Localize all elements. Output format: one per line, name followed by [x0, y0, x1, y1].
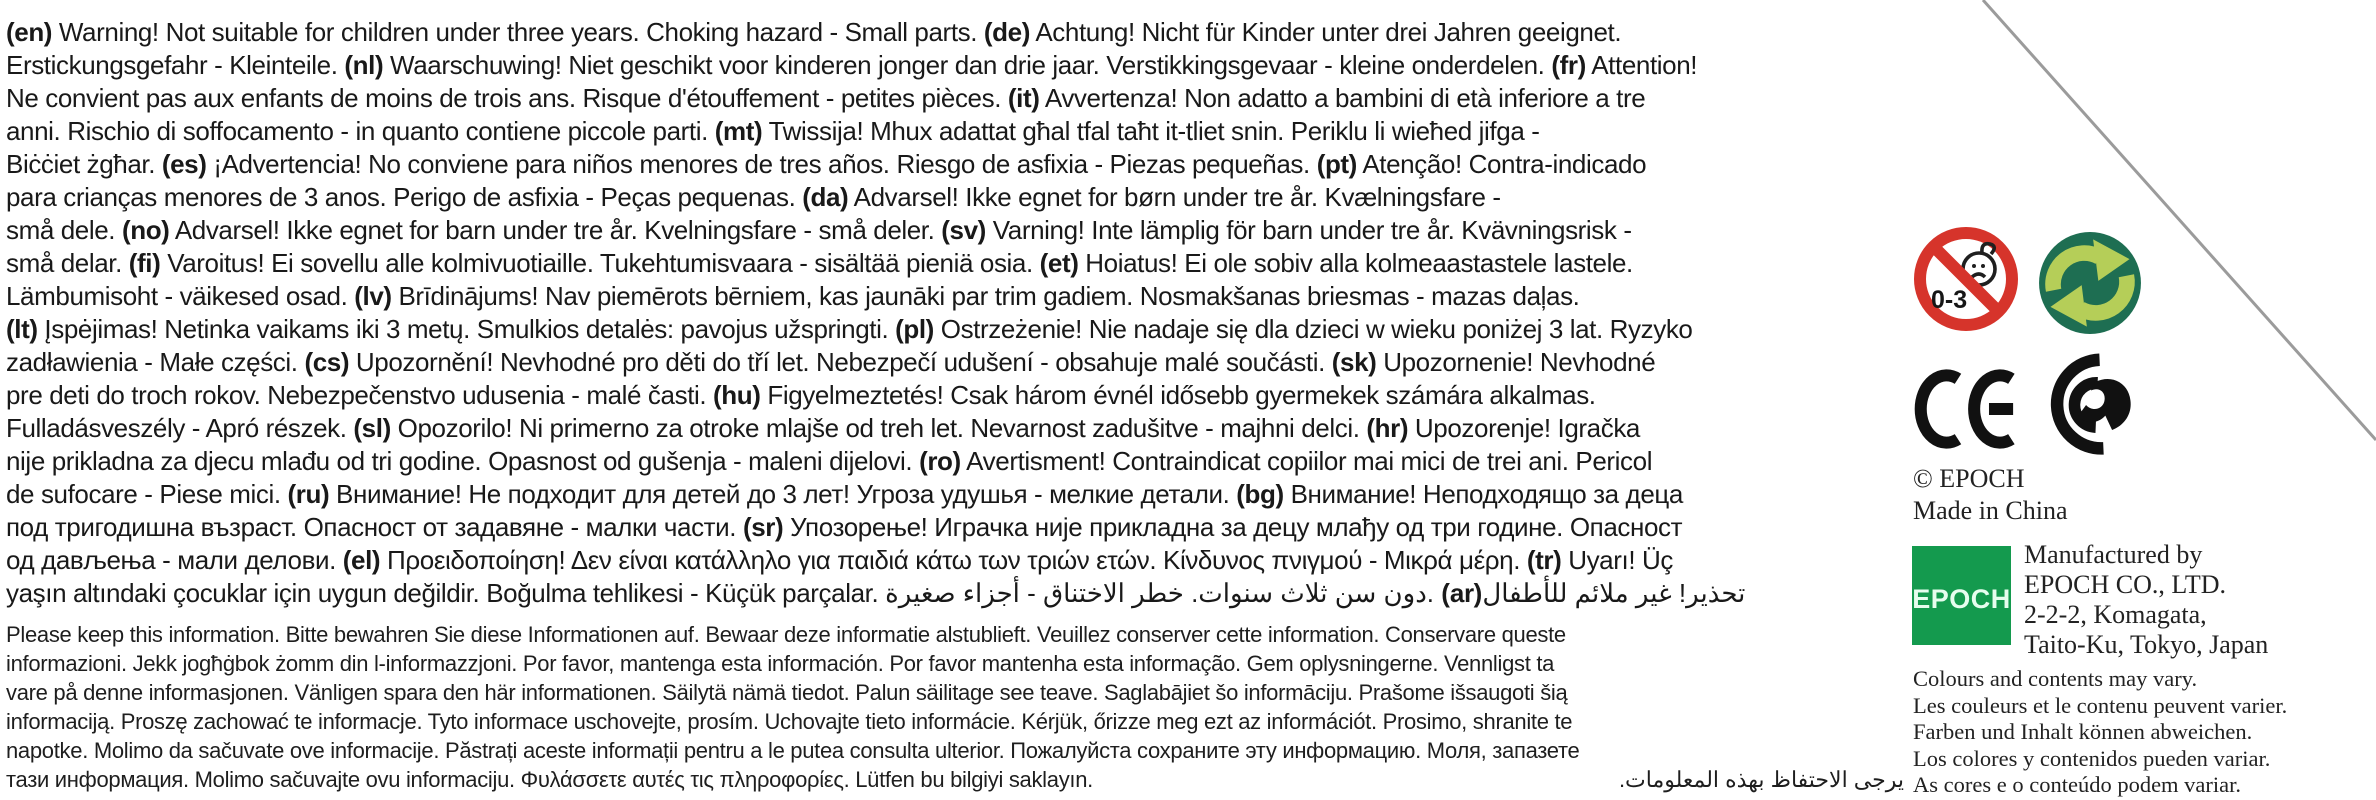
- warning-line: anni. Rischio di soffocamento - in quanto contiene piccole parti. (mt) Twissija! Mhux adattat għal tfal taħt it-tliet snin. Periklu li wieħed jifga -: [6, 116, 1540, 146]
- warning-line: Ne convient pas aux enfants de moins de trois ans. Risque d'étouffement - petites pièces. (it) Avvertenza! Non adatto a bambini di età inferiore a tre: [6, 83, 1646, 113]
- keep-info-line: тази информация. Molimo sačuvajte ovu informaciju. Φυλάσσετε αυτές τις πληροφορίες. Lütfen bu bilgiyi saklayın. يرجى الاحتفاظ بهذه المعلومات.: [6, 767, 1904, 792]
- warning-line: (lt) Įspėjimas! Netinka vaikams iki 3 metų. Smulkios detalės: pavojus užspringti. (pl) Ostrzeżenie! Nie nadaje się dla dzieci w wieku poniżej 3 lat. Ryzyko: [6, 314, 1693, 344]
- keep-info-line: vare på denne informasjonen. Vänligen spara den här informationen. Säilytä nämä tiedot. Palun säilitage see teave. Saglabājiet šo informāciju. Prašome išsaugoti šią: [6, 680, 1568, 705]
- warning-line: nije prikladna za djecu mlađu od tri godine. Opasnost od gušenja - maleni dijelovi. (ro) Avertisment! Contraindicat copiilor mai mici de trei ani. Pericol: [6, 446, 1653, 476]
- warning-text-block: [6, 16, 1911, 610]
- warning-line: (en) Warning! Not suitable for children under three years. Choking hazard - Small parts. (de) Achtung! Nicht für Kinder unter drei Jahren geeignet.: [6, 17, 1622, 47]
- warning-line: Biċċiet żgħar. (es) ¡Advertencia! No conviene para niños menores de tres años. Riesgo de asfixia - Piezas pequeñas. (pt) Atenção! Contra-indicado: [6, 149, 1647, 179]
- warning-line: под тригодишна възраст. Опасност от задавяне - малки части. (sr) Упозорење! Играчка није прикладна за децу млађу од три године. Опасност: [6, 512, 1683, 542]
- warning-line: од дављења - мали делови. (el) Προειδοποίηση! Δεν είναι κατάλληλο για παιδιά κάτω των τριών ετών. Κίνδυνος πνιγμού - Μικρά μέρη. (tr) Uyarı! Üç: [6, 545, 1673, 575]
- made-in-china-text: Made in China: [1913, 496, 2068, 525]
- keep-information-block: [6, 620, 1904, 794]
- keep-info-line: informazioni. Jekk jogħġbok żomm din l-informazzjoni. Por favor, mantenga esta información. Por favor mantenha esta informação. Gem oplysningerne. Vennligst ta: [6, 651, 1555, 676]
- green-dot-recycling-icon: [2038, 231, 2142, 335]
- arabic-right-text: يرجى الاحتفاظ بهذه المعلومات.: [1618, 767, 1904, 792]
- warning-line: pre deti do troch rokov. Nebezpečenstvo udusenia - malé časti. (hu) Figyelmeztetés! Csak három évnél idősebb gyermekek számára alkalmas.: [6, 380, 1596, 410]
- warning-line: zadławienia - Małe części. (cs) Upozornění! Nevhodné pro děti do tří let. Nebezpečí udušení - obsahuje malé součásti. (sk) Upozornenie! Nevhodné: [6, 347, 1656, 377]
- keep-info-line: Please keep this information. Bitte bewahren Sie diese Informationen auf. Bewaar deze informatie alstublieft. Veuillez conserver cette information. Conservare queste: [6, 622, 1566, 647]
- manufacturer-line: EPOCH CO., LTD.: [2024, 570, 2227, 599]
- manufacturer-line: Manufactured by: [2024, 540, 2203, 569]
- warning-line: små delar. (fi) Varoitus! Ei sovellu alle kolmivuotiaille. Tukehtumisvaara - sisältää pieniä osia. (et) Hoiatus! Ei ole sobiv alla kolmeaastastele lastele.: [6, 248, 1633, 278]
- warning-line: Fulladásveszély - Apró részek. (sl) Opozorilo! Ni primerno za otroke mlajše od treh let. Nevarnost zadušitve - majhni delci. (hr) Upozorenje! Igračka: [6, 413, 1640, 443]
- keep-info-line: napotke. Molimo da sačuvate ove informacije. Păstrați aceste informații pentru a le putea consulta ulterior. Пожалуйста сохраните эту информацию. Моля, запазете: [6, 738, 1580, 763]
- warning-line: små dele. (no) Advarsel! Ikke egnet for barn under tre år. Kvelningsfare - små deler. (sv) Varning! Inte lämplig för barn under tre år. Kvävningsrisk -: [6, 215, 1632, 245]
- age-warning-0-3-icon: [1911, 224, 2021, 334]
- variation-line: Los colores y contenidos pueden variar.: [1913, 745, 2271, 771]
- keep-info-line: informaciją. Proszę zachować te informacje. Tyto informace uschovejte, prosím. Uchovajte tieto informácie. Kérjük, őrizze meg ezt az információt. Prosimo, shranite te: [6, 709, 1573, 734]
- manufacturer-block: [2024, 540, 2268, 660]
- warning-line: para crianças menores de 3 anos. Perigo de asfixia - Peças pequenas. (da) Advarsel! Ikke egnet for børn under tre år. Kvælningsfare -: [6, 182, 1501, 212]
- warning-line: de sufocare - Piese mici. (ru) Внимание! Не подходит для детей до 3 лет! Угроза удушья - мелкие детали. (bg) Внимание! Неподходящо за деца: [6, 479, 1683, 509]
- warning-line: Erstickungsgefahr - Kleinteile. (nl) Waarschuwing! Niet geschikt voor kinderen jonger dan drie jaar. Verstikkingsgevaar - kleine onderdelen. (fr) Attention!: [6, 50, 1698, 80]
- warning-line: Lämbumisoht - väikesed osad. (lv) Brīdinājums! Nav piemērots bērniem, kas jaunāki par trim gadiem. Nosmakšanas briesmas - mazas daļas.: [6, 281, 1580, 311]
- variation-notice-block: [1913, 666, 2287, 799]
- warning-line: yaşın altındaki çocuklar için uygun değildir. Boğulma tehlikesi - Küçük parçalar. دون سن ثلاث سنوات. خطر الاختناق - أجزاء صغيرة. (ar) تحذير! غير ملائم للأطفال: [6, 578, 1753, 608]
- svg-text:0-3: 0-3: [1931, 286, 1968, 314]
- manufacturer-line: 2-2-2, Komagata,: [2024, 600, 2207, 629]
- variation-line: Farben und Inhalt können abweichen.: [1913, 719, 2253, 745]
- manufacturer-line: Taito-Ku, Tokyo, Japan: [2024, 630, 2269, 659]
- ce-mark-icon: [1908, 366, 2020, 452]
- variation-line: As cores e o conteúdo podem variar.: [1913, 772, 2242, 798]
- copyright-text: © EPOCH: [1913, 464, 2025, 493]
- variation-line: Colours and contents may vary.: [1913, 666, 2198, 691]
- certification-arcs-icon: [2038, 352, 2138, 458]
- variation-line: Les couleurs et le contenu peuvent varier.: [1913, 692, 2288, 718]
- epoch-logo: [1912, 546, 2011, 645]
- epoch-logo-text: EPOCH: [1912, 584, 2011, 614]
